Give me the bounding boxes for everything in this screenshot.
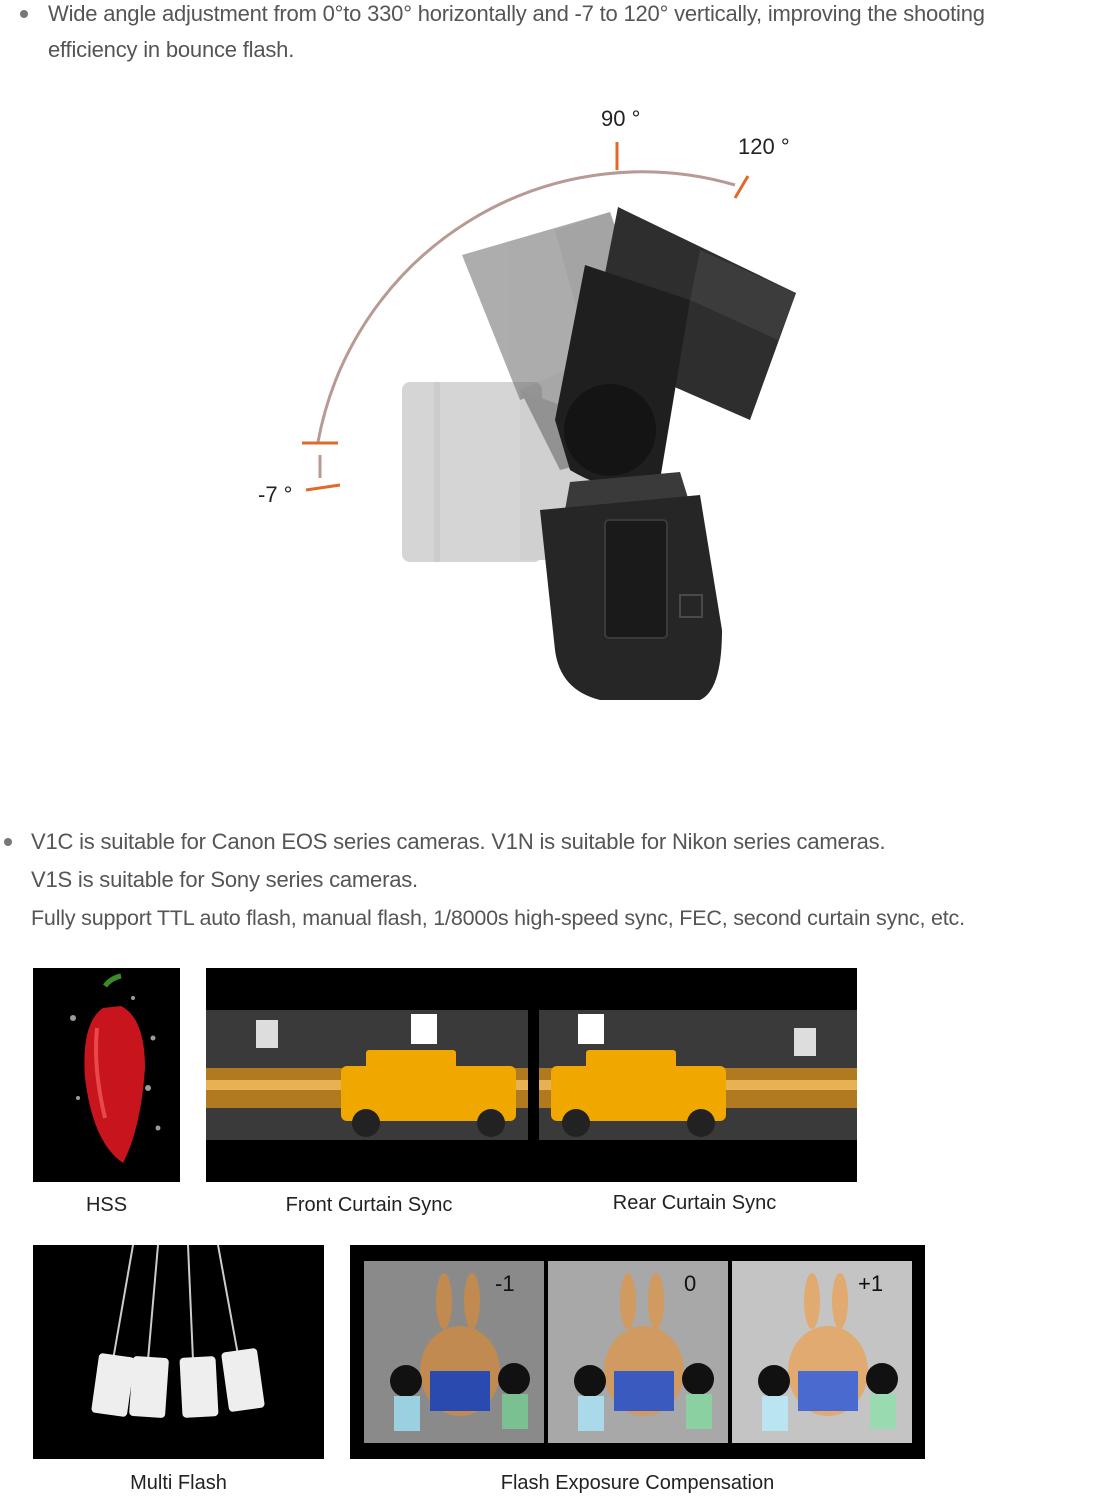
angle-label-90: 90 ° <box>601 106 641 131</box>
compatibility-line1: V1C is suitable for Canon EOS series cameras. V1N is suitable for Nikon series cameras. <box>31 829 886 854</box>
angle-description <box>48 0 1098 68</box>
compatibility-line2: V1S is suitable for Sony series cameras. <box>31 867 418 892</box>
bullet-dot <box>20 10 28 18</box>
tick-120 <box>735 176 748 198</box>
multi-flash-photo <box>33 1245 324 1459</box>
fec-level-plus1: +1 <box>858 1271 884 1296</box>
pepper-image <box>33 968 180 1182</box>
rear-curtain-photo <box>539 1010 857 1140</box>
caption-flash-exposure-compensation: Flash Exposure Compensation <box>500 1472 775 1494</box>
angle-label-neg7: -7 ° <box>258 482 293 507</box>
caption-multi-flash: Multi Flash <box>130 1472 227 1494</box>
compatibility-description <box>31 823 1110 937</box>
caption-hss: HSS <box>85 1194 128 1216</box>
angle-description-line1: Wide angle adjustment from 0°to 330° horizontally and -7 to 120° vertically, improving the shooting <box>48 1 985 26</box>
angle-label-120: 120 ° <box>738 134 790 159</box>
caption-rear-curtain-sync: Rear Curtain Sync <box>612 1192 777 1214</box>
curtain-sync-panel <box>206 968 857 1182</box>
fec-level-0: 0 <box>684 1271 697 1296</box>
hss-photo <box>33 968 180 1182</box>
flash-body <box>540 495 722 700</box>
fec-level-minus1: -1 <box>495 1271 515 1296</box>
fec-panel <box>350 1245 925 1459</box>
front-curtain-photo <box>206 1010 528 1140</box>
bullet-dot <box>4 838 12 846</box>
multi-flash-image <box>33 1245 324 1459</box>
compatibility-line3: Fully support TTL auto flash, manual flash, 1/8000s high-speed sync, FEC, second curtain sync, etc. <box>31 906 965 930</box>
curtain-sync-images <box>206 968 857 1182</box>
caption-front-curtain-sync: Front Curtain Sync <box>285 1194 453 1216</box>
tick-neg7 <box>306 485 340 490</box>
angle-description-line2: efficiency in bounce flash. <box>48 37 295 62</box>
flash-rotation-illustration <box>0 90 1110 730</box>
fec-images <box>350 1245 925 1459</box>
